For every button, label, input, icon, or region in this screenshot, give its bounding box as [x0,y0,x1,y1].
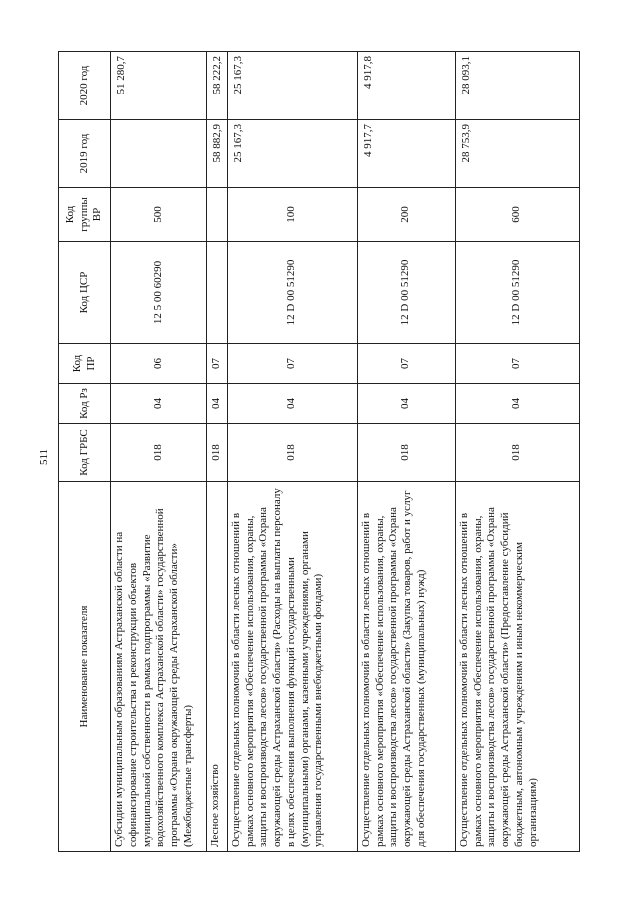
cell-2020: 4 917,8 [357,52,455,120]
cell-csr: 12 D 00 51290 [227,242,357,344]
cell-grbs: 018 [207,424,228,482]
cell-grbs: 018 [455,424,579,482]
header-name: Наименование показателя [59,482,111,852]
header-vr: Код группы ВР [59,188,111,242]
cell-vr: 600 [455,188,579,242]
header-csr: Код ЦСР [59,242,111,344]
cell-grbs: 018 [227,424,357,482]
cell-vr [207,188,228,242]
budget-table [58,51,580,852]
cell-name: Лесное хозяйство [207,482,228,852]
header-grbs: Код ГРБС [59,424,111,482]
table-row [357,52,455,852]
cell-rz: 04 [455,384,579,424]
cell-name: Осуществление отдельных полномочий в области лесных отношений в рамках основного мероприятия «Обеспечение использования, охраны, защиты и воспроизводства лесов» государственной программы «Охрана окружающей среды Астраханской области» (Закупка товаров, работ и услуг для обеспечения государственных (муниципальных) нужд) [357,482,455,852]
cell-rz: 04 [357,384,455,424]
cell-vr: 500 [111,188,207,242]
cell-name: Осуществление отдельных полномочий в области лесных отношений в рамках основного мероприятия «Обеспечение использования, охраны, защиты и воспроизводства лесов» государственной программы «Охрана окружающей среды Астраханской области» (Предоставление субсидий бюджетным, автономным учреждениям и иным некоммерческим организациям) [455,482,579,852]
header-2020: 2020 год [59,52,111,120]
cell-2020: 58 222,2 [207,52,228,120]
cell-2019 [111,120,207,188]
cell-2019: 58 882,9 [207,120,228,188]
cell-grbs: 018 [357,424,455,482]
budget-table-container [58,52,578,852]
table-row [111,52,207,852]
cell-csr: 12 5 00 60290 [111,242,207,344]
cell-pr: 07 [227,344,357,384]
cell-2019: 25 167,3 [227,120,357,188]
cell-csr: 12 D 00 51290 [357,242,455,344]
cell-csr [207,242,228,344]
cell-2020: 28 093,1 [455,52,579,120]
cell-vr: 200 [357,188,455,242]
cell-pr: 07 [455,344,579,384]
table-header-row [59,52,111,852]
cell-name: Субсидии муниципальным образованиям Астраханской области на софинансирование строительства и реконструкции объектов муниципальной собственности в рамках подпрограммы «Развитие водохозяйственного комплекса Астраханской области» государственной программы «Охрана окружающей среды Астраханской области» (Межбюджетные трансферты) [111,482,207,852]
cell-pr: 07 [207,344,228,384]
cell-vr: 100 [227,188,357,242]
cell-pr: 06 [111,344,207,384]
cell-rz: 04 [111,384,207,424]
cell-csr: 12 D 00 51290 [455,242,579,344]
header-pr: Код ПР [59,344,111,384]
table-row [207,52,228,852]
cell-rz: 04 [227,384,357,424]
cell-2020: 25 167,3 [227,52,357,120]
cell-2020: 51 280,7 [111,52,207,120]
cell-name: Осуществление отдельных полномочий в области лесных отношений в рамках основного мероприятия «Обеспечение использования, охраны, защиты и воспроизводства лесов» государственной программы «Охрана окружающей среды Астраханской области» (Расходы на выплаты персоналу в целях обеспечения выполнения функций государственными (муниципальными) органами, казенными учреждениями, органами управления государственными внебюджетными фондами) [227,482,357,852]
cell-rz: 04 [207,384,228,424]
table-row [455,52,579,852]
cell-grbs: 018 [111,424,207,482]
page-number: 511 [38,448,50,466]
cell-2019: 28 753,9 [455,120,579,188]
header-rz: Код Рз [59,384,111,424]
cell-pr: 07 [357,344,455,384]
header-2019: 2019 год [59,120,111,188]
cell-2019: 4 917,7 [357,120,455,188]
table-row [227,52,357,852]
